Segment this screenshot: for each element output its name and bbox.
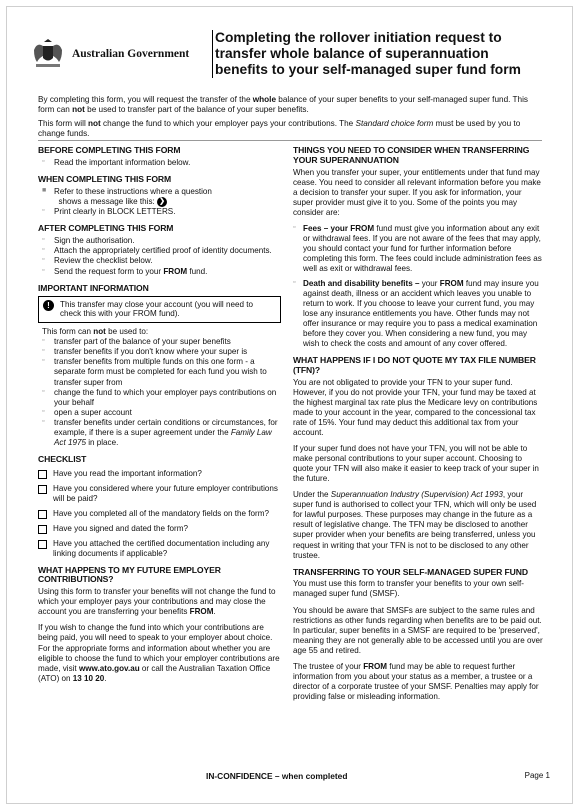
bullet-icon: ▫ bbox=[293, 279, 296, 287]
cannot-intro: This form can not be used to: bbox=[42, 327, 149, 337]
paragraph: Under the Superannuation Industry (Supervision) Act 1993, your super fund is authorised to collect your TFN, which will only be used for lawful purposes. These purposes may change in the future as a result of legislative change. The TFN may be disclosed to another super provider when your benefits are being transferred, unless you request in writing that your TFN is not to be disclosed to any other trustee. bbox=[293, 490, 537, 560]
warning: ! This transfer may close your account (you will need to check this with your FROM fund). bbox=[43, 300, 276, 320]
checkbox[interactable] bbox=[38, 525, 47, 534]
checklist-item[interactable]: Have you attached the certified documentation including any linking documents if applicable? bbox=[38, 539, 281, 559]
bullet-icon: ▫ bbox=[42, 357, 45, 365]
intro bbox=[38, 95, 538, 142]
tfn-section bbox=[293, 356, 543, 560]
list-item: ▫ Send the request form to your FROM fund. bbox=[42, 266, 208, 276]
page-number: Page 1 bbox=[524, 771, 550, 780]
section-heading: CHECKLIST bbox=[38, 454, 87, 465]
paragraph: You are not obligated to provide your TFN to your super fund. However, if you do not provide your TFN, your fund may be taxed at the highest marginal tax rate plus the Medicare levy on contributions made to your account in the year, compared to the concessional tax rate of 15%. Your fund may deduct this additional tax from your account. bbox=[293, 378, 538, 438]
government-name: Australian Government bbox=[72, 47, 190, 60]
section-heading: IMPORTANT INFORMATION bbox=[38, 282, 149, 293]
info-icon: ! bbox=[43, 300, 54, 311]
bullet-icon: ▫ bbox=[42, 337, 45, 345]
paragraph: The trustee of your FROM fund may be able to request further information from you about your status as a member, a trustee or a director of a corporate trustee of your SMSF. Penalties may apply for providing false or misleading information. bbox=[293, 661, 539, 701]
future-contributions-section bbox=[38, 566, 281, 684]
paragraph: If you wish to change the fund into which your contributions are being paid, you will need to speak to your employer about choice. For the appropriate forms and information about whether you are eligible to choose the fund to which your employer contributions are made, visit www.ato.gov.au or call the Australian Taxation Office (ATO) on 13 10 20. bbox=[38, 623, 280, 683]
when-section bbox=[38, 175, 281, 217]
coat-of-arms-icon bbox=[30, 36, 66, 72]
bullet-icon: ▫ bbox=[42, 417, 45, 425]
before-section bbox=[38, 146, 281, 168]
section-heading: WHEN COMPLETING THIS FORM bbox=[38, 173, 172, 184]
checkbox[interactable] bbox=[38, 470, 47, 479]
checkbox[interactable] bbox=[38, 510, 47, 519]
section-heading: BEFORE COMPLETING THIS FORM bbox=[38, 145, 181, 155]
smsf-section bbox=[293, 568, 543, 702]
example-message-icon: ❯ bbox=[157, 197, 167, 207]
australian-government-logo bbox=[30, 34, 200, 74]
list-item: ▫ Death and disability benefits – your FROM fund may insure you against death, illness or an accident which leaves you unable to return to work. If you choose to leave your current fund, you may lose any insurance entitlements you have. Other funds may not offer insurance or may require you to pass a medical examination before they cover you. When considering a new fund, you may wish to check the costs and amount of any cover offered. bbox=[293, 279, 539, 349]
list-item: ▫ Read the important information below. bbox=[42, 157, 191, 167]
checkbox[interactable] bbox=[38, 540, 47, 549]
list-item: ▫ Review the checklist below. bbox=[42, 256, 153, 266]
confidentiality-note: IN-CONFIDENCE – when completed bbox=[206, 771, 348, 781]
checklist-section bbox=[38, 455, 281, 558]
bullet-icon: ▫ bbox=[42, 347, 45, 355]
checklist-item[interactable]: Have you completed all of the mandatory fields on the form? bbox=[38, 509, 281, 519]
paragraph: You should be aware that SMSFs are subject to the same rules and restrictions as other funds regarding when benefits are to be paid out. In particular, super benefits in a SMSF are required to be 'preserved', meaning they are not generally able to be accessed until you are over age 55 and retired. bbox=[293, 605, 543, 655]
list-item: ▫ Attach the appropriately certified proof of identity documents. bbox=[42, 246, 272, 256]
bullet-icon: ▫ bbox=[42, 236, 45, 244]
important-section bbox=[38, 284, 281, 449]
ato-link[interactable]: www.ato.gov.au bbox=[78, 663, 140, 673]
list-item: ▫ Sign the authorisation. bbox=[42, 236, 135, 246]
checklist-item[interactable]: Have you considered where your future employer contributions will be paid? bbox=[38, 484, 281, 504]
right-column bbox=[293, 146, 543, 709]
section-heading: TRANSFERRING TO YOUR SELF-MANAGED SUPER FUND bbox=[293, 566, 528, 577]
bullet-icon: ▫ bbox=[42, 256, 45, 264]
paragraph: When you transfer your super, your entitlements under that fund may cease. You need to consider all relevant information before you make a decision to transfer your super. If you ask for information, your super provider must give it to you. Some of the points you may consider are: bbox=[293, 167, 541, 217]
divider bbox=[38, 140, 542, 141]
checkbox[interactable] bbox=[38, 485, 47, 494]
paragraph: You must use this form to transfer your benefits to your own self- managed super fund (SMSF). bbox=[293, 579, 524, 599]
section-heading: WHAT HAPPENS IF I DO NOT QUOTE MY TAX FILE NUMBER (TFN)? bbox=[293, 355, 536, 376]
header bbox=[30, 30, 550, 90]
checklist-item[interactable]: Have you signed and dated the form? bbox=[38, 524, 281, 534]
bullet-icon: ▫ bbox=[42, 266, 45, 274]
list-item: ▫ change the fund to which your employer pays contributions on your behalf bbox=[42, 387, 277, 407]
paragraph: Using this form to transfer your benefits will not change the fund to which your employer pays your contributions and may close the account you are transferring your benefits FROM. bbox=[38, 587, 276, 617]
important-box bbox=[38, 296, 281, 324]
form-title: Completing the rollover initiation request to transfer whole balance of superannuation benefits to your self-managed super fund form bbox=[212, 30, 542, 78]
list-item: ■ Refer to these instructions where a question shows a message like this: ❯ bbox=[42, 186, 212, 207]
bullet-icon: ▫ bbox=[42, 387, 45, 395]
list-item: ▫ transfer benefits under certain conditions or circumstances, for example, if there is a super agreement under the Family Law Act 1975 in place. bbox=[42, 417, 278, 448]
things-section bbox=[293, 146, 543, 349]
list-item: ▫ transfer benefits if you don't know where your super is bbox=[42, 347, 248, 357]
bullet-icon: ▫ bbox=[293, 223, 296, 231]
after-section bbox=[38, 224, 281, 276]
section-heading: WHAT HAPPENS TO MY FUTURE EMPLOYER CONTRIBUTIONS? bbox=[38, 564, 221, 585]
bullet-icon: ▫ bbox=[42, 246, 45, 254]
list-item: ▫ Fees – your FROM fund must give you information about any exit or withdrawal fees. If you are not aware of the fees that may apply, you should contact your fund for further information before completing this form. The fees could include administration fees as well as exit or withdrawal fees. bbox=[293, 223, 542, 274]
intro-paragraph-2: This form will not change the fund to which your employer pays your contributions. The Standard choice form must be used by you to change funds. bbox=[38, 118, 521, 138]
checklist-item[interactable]: Have you read the important information? bbox=[38, 469, 281, 479]
square-bullet-icon: ■ bbox=[42, 186, 47, 194]
bullet-icon: ▫ bbox=[42, 207, 45, 215]
left-column bbox=[38, 146, 281, 691]
list-item: ▫ transfer benefits from multiple funds on this one form - a separate form must be completed for each fund you wish to transfer super from bbox=[42, 357, 267, 387]
list-item: ▫ Print clearly in BLOCK LETTERS. bbox=[42, 207, 176, 217]
list-item: ▫ open a super account bbox=[42, 407, 132, 417]
list-item: ▫ transfer part of the balance of your super benefits bbox=[42, 337, 231, 347]
section-heading: AFTER COMPLETING THIS FORM bbox=[38, 223, 174, 234]
paragraph: If your super fund does not have your TFN, you will not be able to make personal contributions to your super account. Choosing to quote your TFN will also make it easier to keep track of your super in the future. bbox=[293, 444, 539, 484]
bullet-icon: ▫ bbox=[42, 407, 45, 415]
section-heading: THINGS YOU NEED TO CONSIDER WHEN TRANSFERRING YOUR SUPERANNUATION bbox=[293, 145, 530, 165]
bullet-icon: ▫ bbox=[42, 157, 45, 165]
important-list bbox=[38, 327, 281, 448]
intro-paragraph-1: By completing this form, you will request the transfer of the whole balance of your super benefits to your self-managed super fund. This form can not be used to transfer part of the balance of your super benefits. bbox=[38, 95, 528, 115]
